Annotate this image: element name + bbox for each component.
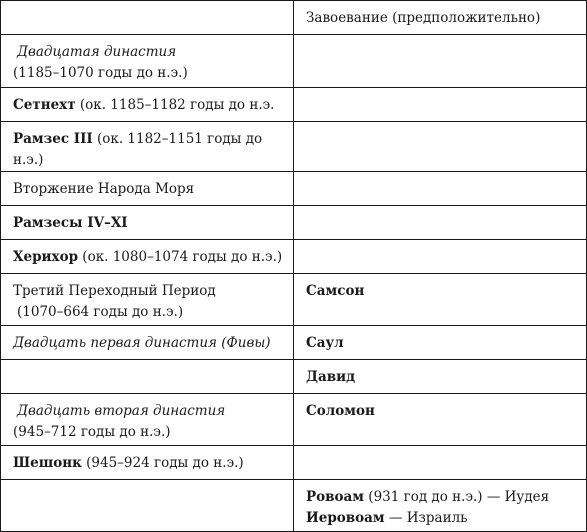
table-row (1, 273, 587, 325)
dynasty-dates: (1185–1070 годы до н.э.) (13, 64, 188, 81)
cell-egypt (1, 122, 294, 172)
table-row (1, 122, 587, 172)
table-row (1, 205, 587, 239)
cell-egypt (1, 359, 294, 393)
period-title: Третий Переходный Период (13, 282, 216, 299)
dynasty-title: Двадцать первая династия (Фивы) (13, 334, 271, 351)
ruler-name: Рамзес III (13, 131, 93, 147)
cell-egypt (1, 479, 294, 531)
ruler-dates: (ок. 1080–1074 годы до н.э.) (78, 248, 283, 265)
cell-egypt (1, 88, 294, 122)
ruler-name: Шешонк (13, 454, 82, 471)
table-row (1, 35, 587, 88)
dynasty-title: Двадцатая династия (17, 44, 177, 60)
cell-egypt (1, 325, 294, 359)
dynasty-dates: (945–712 годы до н.э.) (13, 423, 171, 440)
dynasty-title: Двадцать вторая династия (17, 402, 226, 419)
table-row (1, 88, 587, 122)
table-header-row (1, 1, 587, 35)
ruler-dates: (ок. 1182–1151 годы до н.э.) (13, 131, 263, 168)
conquest-detail: (931 год до н.э.) — Иудея (364, 488, 550, 505)
cell-egypt (1, 205, 294, 239)
table-row (1, 393, 587, 445)
header-cell-right (294, 1, 587, 35)
conquest-name: Ровоам (306, 488, 365, 505)
cell-conquest (294, 393, 587, 445)
ruler-dates: (ок. 1185–1182 годы до н.э. (75, 97, 275, 113)
conquest-name: Иеровоам (306, 509, 385, 526)
cell-conquest (294, 325, 587, 359)
header-conquest: Завоевание (предположительно) (306, 10, 541, 26)
ruler-name: Сетнехт (13, 97, 76, 113)
cell-conquest (294, 479, 587, 531)
cell-egypt (1, 171, 294, 205)
cell-conquest (294, 359, 587, 393)
cell-conquest (294, 171, 587, 205)
table-row (1, 479, 587, 531)
ruler-name: Рамзесы IV–XI (13, 214, 128, 231)
conquest-name: Соломон (306, 402, 375, 419)
event-text: Вторжение Народа Моря (13, 180, 195, 197)
cell-conquest (294, 35, 587, 88)
header-cell-left (1, 1, 294, 35)
ruler-dates: (945–924 годы до н.э.) (81, 454, 244, 471)
conquest-name: Саул (306, 334, 344, 351)
table-row (1, 239, 587, 273)
cell-conquest (294, 122, 587, 172)
cell-conquest (294, 88, 587, 122)
cell-egypt (1, 445, 294, 479)
period-dates: (1070–664 годы до н.э.) (17, 303, 184, 320)
conquest-name: Самсон (306, 282, 365, 299)
cell-egypt (1, 273, 294, 325)
cell-conquest (294, 445, 587, 479)
table-row (1, 171, 587, 205)
cell-conquest (294, 205, 587, 239)
ruler-name: Херихор (13, 248, 79, 265)
cell-egypt (1, 35, 294, 88)
cell-egypt (1, 393, 294, 445)
cell-egypt (1, 239, 294, 273)
cell-conquest (294, 273, 587, 325)
table-row (1, 325, 587, 359)
table-row (1, 445, 587, 479)
conquest-detail: — Израиль (384, 509, 468, 526)
table-row (1, 359, 587, 393)
cell-conquest (294, 239, 587, 273)
conquest-name: Давид (306, 368, 356, 385)
